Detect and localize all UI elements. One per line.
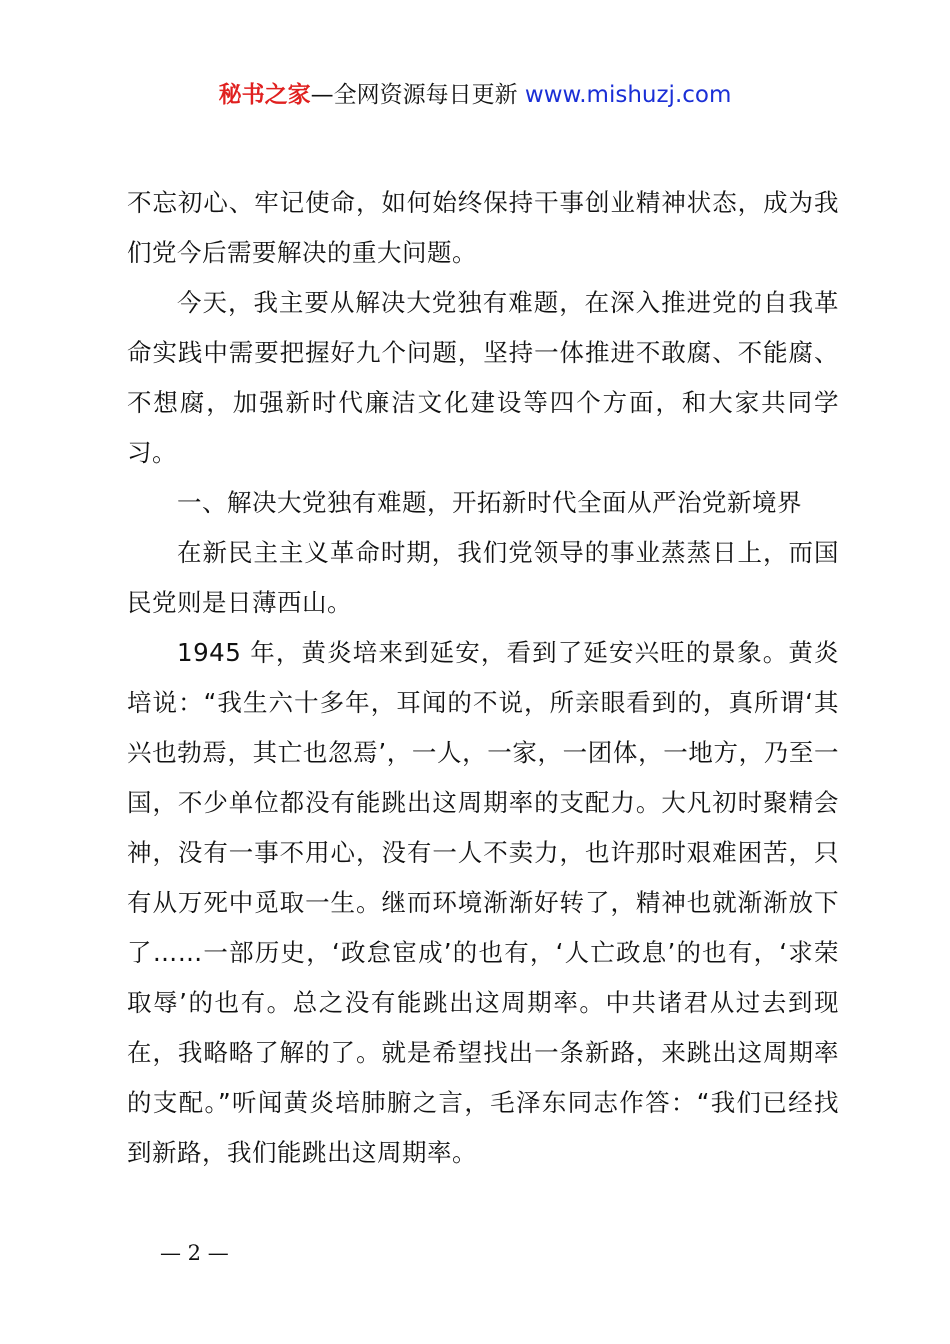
page-number: — 2 — [160,1241,229,1265]
page-header [0,78,950,112]
paragraph-dialogue: 1945 年，黄炎培来到延安，看到了延安兴旺的景象。黄炎培说：“我生六十多年，耳闻的不说，所亲眼看到的，真所谓‘其兴也勃焉，其亡也忽焉’，一人，一家，一团体，一地方，乃至一国，不少单位都没有能跳出这周期率的支配力。大凡初时聚精会神，没有一事不用心，没有一人不卖力，也许那时艰难困苦，只有从万死中觅取一生。继而环境渐渐好转了，精神也就渐渐放下了……一部历史，‘政怠宦成’的也有，‘人亡政息’的也有，‘求荣取辱’的也有。总之没有能跳出这周期率。中共诸君从过去到现在，我略略了解的了。就是希望找出一条新路，来跳出这周期率的支配。”听闻黄炎培肺腑之言，毛泽东同志作答：“我们已经找到新路，我们能跳出这周期率。 [127,638,839,1167]
site-url-link[interactable]: www.mishuzj.com [524,82,732,108]
site-tagline: —全网资源每日更新 [310,82,518,108]
site-brand: 秘书之家 [218,82,311,108]
paragraph-intro: 今天，我主要从解决大党独有难题，在深入推进党的自我革命实践中需要把握好九个问题，坚持一体推进不敢腐、不能腐、不想腐，加强新时代廉洁文化建设等四个方面，和大家共同学习。 [127,288,839,467]
section-heading: 一、解决大党独有难题，开拓新时代全面从严治党新境界 [177,488,802,517]
paragraph-continuation: 不忘初心、牢记使命，如何始终保持干事创业精神状态，成为我们党今后需要解决的重大问题。 [127,188,839,267]
paragraph-history: 在新民主主义革命时期，我们党领导的事业蒸蒸日上，而国民党则是日薄西山。 [127,538,839,617]
document-body [127,178,839,1178]
